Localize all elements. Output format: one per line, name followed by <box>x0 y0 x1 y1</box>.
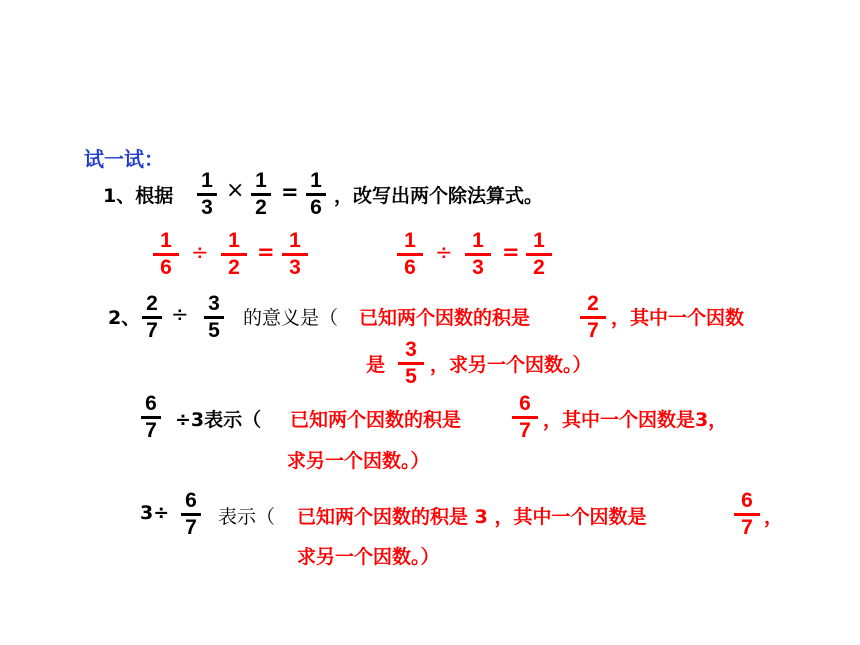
numerator: 6 <box>741 489 753 512</box>
numerator: 1 <box>201 169 213 192</box>
q2-answer-fraction-1 <box>580 293 606 342</box>
numerator: 1 <box>228 229 240 252</box>
a1-fraction-b <box>221 230 247 279</box>
a1-fraction-a <box>153 230 179 279</box>
numerator: 1 <box>310 169 322 192</box>
denominator: 2 <box>228 256 240 279</box>
denominator: 7 <box>185 516 197 539</box>
a2-fraction-b <box>465 230 491 279</box>
times-sign: × <box>226 178 245 203</box>
denominator: 7 <box>519 419 531 442</box>
denominator: 5 <box>208 319 220 342</box>
q1-fraction-2 <box>251 170 271 219</box>
numerator: 1 <box>160 229 172 252</box>
numerator: 3 <box>405 338 417 361</box>
q4-answer-part3: 求另一个因数。） <box>297 546 440 568</box>
numerator: 6 <box>185 489 197 512</box>
numerator: 6 <box>145 392 157 415</box>
q2-fraction-2 <box>204 293 224 342</box>
a1-fraction-c <box>282 230 308 279</box>
a2-fraction-c <box>526 230 552 279</box>
q1-prefix: 1、根据 <box>103 185 174 207</box>
q2-meaning: 的意义是（ <box>243 307 339 329</box>
q2-answer-part2: ，其中一个因数 <box>611 307 745 329</box>
q4-expression-post: 表示（ <box>218 506 276 528</box>
q4-expression-pre: 3÷ <box>140 502 170 524</box>
q1-fraction-3 <box>306 170 326 219</box>
numerator: 3 <box>208 292 220 315</box>
denominator: 7 <box>146 319 158 342</box>
equals-sign: = <box>257 240 275 264</box>
q2-answer-fraction-2 <box>398 339 424 388</box>
denominator: 7 <box>587 319 599 342</box>
numerator: 1 <box>533 229 545 252</box>
q3-answer-part1: 已知两个因数的积是 <box>290 409 462 431</box>
numerator: 2 <box>587 292 599 315</box>
denominator: 7 <box>741 516 753 539</box>
divide-sign: ÷ <box>435 240 453 264</box>
denominator: 3 <box>289 256 301 279</box>
section-heading: 试一试： <box>84 147 164 171</box>
denominator: 3 <box>201 196 213 219</box>
q1-suffix: ，改写出两个除法算式。 <box>334 185 544 207</box>
denominator: 5 <box>405 365 417 388</box>
divide-sign: ÷ <box>191 240 209 264</box>
q1-fraction-1 <box>197 170 217 219</box>
q4-fraction <box>181 490 201 539</box>
numerator: 2 <box>146 292 158 315</box>
denominator: 6 <box>160 256 172 279</box>
q3-answer-part3: 求另一个因数。） <box>287 450 430 472</box>
numerator: 6 <box>519 392 531 415</box>
q4-answer-fraction <box>734 490 760 539</box>
q2-answer-part3: 是 <box>366 354 386 376</box>
q4-answer-part2: ， <box>764 506 784 528</box>
q2-answer-part4: ，求另一个因数。） <box>430 354 592 376</box>
a2-fraction-a <box>397 230 423 279</box>
denominator: 2 <box>533 256 545 279</box>
denominator: 7 <box>145 419 157 442</box>
q3-fraction <box>141 393 161 442</box>
q2-prefix: 2、 <box>108 307 141 329</box>
numerator: 1 <box>289 229 301 252</box>
denominator: 6 <box>404 256 416 279</box>
equals-sign: = <box>281 180 299 204</box>
q3-expression: ÷3表示（ <box>175 409 262 431</box>
equals-sign: = <box>502 240 520 264</box>
q3-answer-fraction <box>512 393 538 442</box>
numerator: 1 <box>472 229 484 252</box>
q3-answer-part2: ，其中一个因数是3， <box>543 409 728 431</box>
denominator: 6 <box>310 196 322 219</box>
denominator: 3 <box>472 256 484 279</box>
q2-fraction-1 <box>142 293 162 342</box>
denominator: 2 <box>255 196 267 219</box>
q2-answer-part1: 已知两个因数的积是 <box>359 307 531 329</box>
divide-sign: ÷ <box>171 302 189 326</box>
q4-answer-part1: 已知两个因数的积是 3 ，其中一个因数是 <box>297 506 647 528</box>
numerator: 1 <box>404 229 416 252</box>
numerator: 1 <box>255 169 267 192</box>
